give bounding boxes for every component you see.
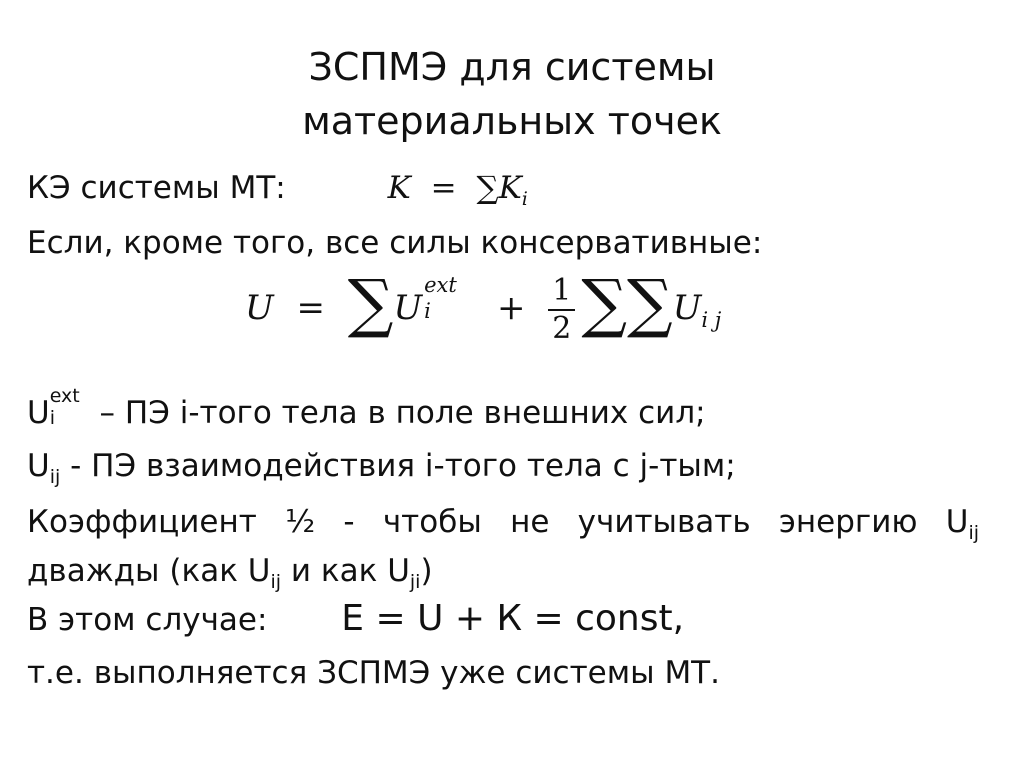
energy-equation: E = U + К = const, xyxy=(341,598,685,639)
half-fraction: $\frac{1}{2}$ xyxy=(548,273,575,347)
uext-definition: U ext i – ПЭ i-того тела в поле внешних сил; xyxy=(27,385,706,431)
slide-title: ЗСПМЭ для системы материальных точек xyxy=(302,45,722,143)
case-line xyxy=(27,598,684,639)
conservative-text: Если, кроме того, все силы консервативные: xyxy=(27,225,763,261)
ke-label: КЭ системы МТ: xyxy=(27,170,286,206)
u-formula: U = ∑U ext i + $\frac{1}{2}$ $\sum\sum U_{i j}$ xyxy=(245,267,722,346)
ke-line xyxy=(27,170,528,210)
uij-definition: $U_{ij}$ - ПЭ взаимодействия i-того тела с j-тым; xyxy=(27,448,736,489)
case-label: В этом случае: xyxy=(27,602,268,638)
ke-formula: $K = \sum K_i$ xyxy=(387,170,528,211)
coefficient-text: Коэффициент ½ - чтобы не учитывать энергию $U_{ij}$ дважды (как $U_{ij}$ и как $U_{ji}$) xyxy=(27,504,979,594)
conclusion: т.е. выполняется ЗСПМЭ уже системы МТ. xyxy=(27,655,720,691)
